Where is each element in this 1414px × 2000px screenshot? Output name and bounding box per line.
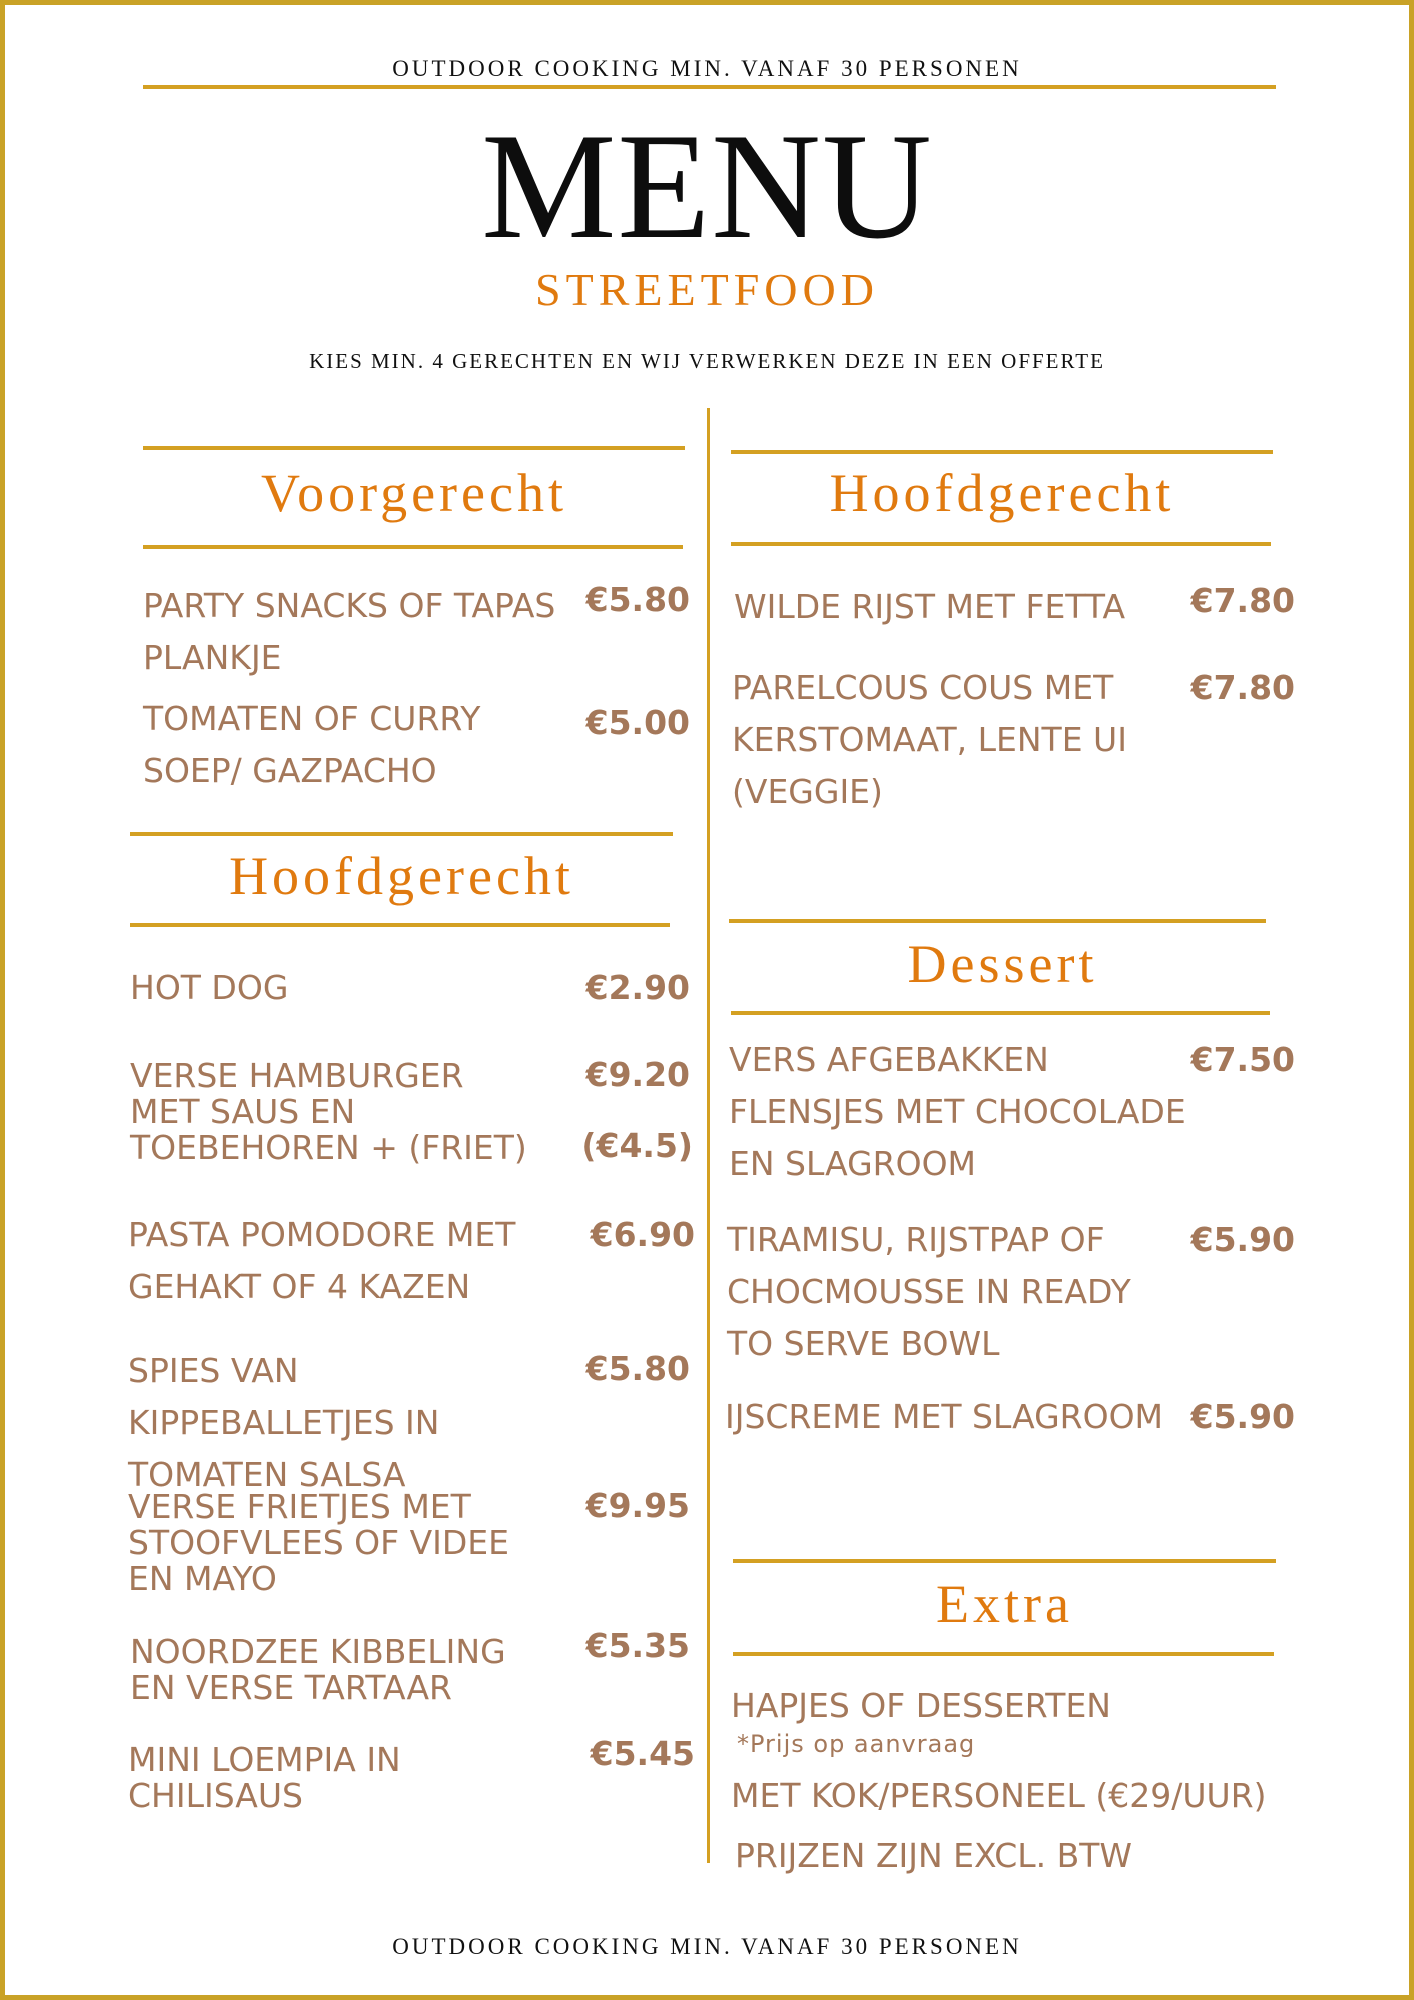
menu-item-name: VERS AFGEBAKKEN FLENSJES MET CHOCOLADE EN SLAGROOM bbox=[729, 1040, 1186, 1183]
menu-item-name: SPIES VAN KIPPEBALLETJES IN TOMATEN SALSA bbox=[128, 1351, 440, 1494]
column-divider bbox=[707, 408, 710, 1863]
hoofdgerecht-left-top-line bbox=[130, 832, 673, 836]
menu-item-name: PARTY SNACKS OF TAPAS PLANKJE bbox=[143, 586, 556, 677]
menu-item-price: €5.80 bbox=[585, 580, 690, 619]
menu-item-price: €7.50 bbox=[1190, 1040, 1295, 1079]
menu-item-price: €2.90 bbox=[585, 968, 690, 1007]
extra-line: PRIJZEN ZIJN EXCL. BTW bbox=[735, 1836, 1133, 1875]
menu-item-name: MINI LOEMPIA IN CHILISAUS bbox=[128, 1740, 401, 1815]
dessert-top-line bbox=[729, 919, 1266, 923]
menu-item-price: €9.20 bbox=[585, 1055, 690, 1094]
hoofdgerecht-right-heading: Hoofdgerecht bbox=[829, 463, 1175, 523]
menu-item-name: WILDE RIJST MET FETTA bbox=[734, 587, 1126, 626]
menu-item-price: €5.90 bbox=[1190, 1220, 1295, 1259]
top-banner: OUTDOOR COOKING MIN. VANAF 30 PERSONEN bbox=[392, 56, 1022, 81]
menu-item-name: TIRAMISU, RIJSTPAP OF CHOCMOUSSE IN READY TO SERVE BOWL bbox=[727, 1220, 1131, 1363]
page-title: MENU bbox=[481, 102, 933, 270]
bottom-banner: OUTDOOR COOKING MIN. VANAF 30 PERSONEN bbox=[392, 1934, 1022, 1959]
dessert-bottom-line bbox=[731, 1011, 1270, 1015]
extra-top-line bbox=[733, 1559, 1276, 1563]
extra-heading: Extra bbox=[936, 1574, 1073, 1634]
extra-bottom-line bbox=[733, 1652, 1274, 1656]
menu-item-price: €5.00 bbox=[585, 703, 690, 742]
menu-item-name: VERSE HAMBURGER MET SAUS EN TOEBEHOREN + (FRIET) bbox=[130, 1056, 527, 1167]
voorgerecht-top-line bbox=[143, 446, 685, 450]
menu-item-price: €5.80 bbox=[585, 1349, 690, 1388]
extra-line: MET KOK/PERSONEEL (€29/UUR) bbox=[731, 1776, 1267, 1815]
menu-item-price: €7.80 bbox=[1190, 581, 1295, 620]
menu-item-name: PASTA POMODORE MET GEHAKT OF 4 KAZEN bbox=[128, 1215, 516, 1306]
dessert-heading: Dessert bbox=[907, 934, 1098, 994]
voorgerecht-bottom-line bbox=[143, 545, 683, 549]
menu-item-price: €5.90 bbox=[1190, 1397, 1295, 1436]
selection-note: KIES MIN. 4 GERECHTEN EN WIJ VERWERKEN DEZE IN EEN OFFERTE bbox=[309, 349, 1105, 373]
menu-item-price: €6.90 bbox=[590, 1215, 695, 1254]
menu-item-name: VERSE FRIETJES MET STOOFVLEES OF VIDEE EN MAYO bbox=[128, 1487, 509, 1598]
extra-line: HAPJES OF DESSERTEN bbox=[731, 1686, 1111, 1725]
hoofdgerecht-right-bottom-line bbox=[731, 542, 1271, 546]
menu-item-name: HOT DOG bbox=[130, 968, 289, 1007]
menu-item-price: €5.35 bbox=[585, 1626, 690, 1665]
voorgerecht-heading: Voorgerecht bbox=[261, 463, 567, 523]
top-divider bbox=[143, 85, 1276, 89]
page-subtitle: STREETFOOD bbox=[535, 264, 879, 315]
menu-item-name: PARELCOUS COUS MET KERSTOMAAT, LENTE UI (VEGGIE) bbox=[732, 668, 1127, 811]
menu-item-price-extra: (€4.5) bbox=[581, 1126, 693, 1165]
menu-item-name: TOMATEN OF CURRY SOEP/ GAZPACHO bbox=[143, 699, 481, 790]
menu-item-price: €9.95 bbox=[585, 1486, 690, 1525]
price-on-request-note: *Prijs op aanvraag bbox=[737, 1730, 976, 1758]
hoofdgerecht-left-heading: Hoofdgerecht bbox=[229, 846, 574, 906]
menu-item-name: IJSCREME MET SLAGROOM bbox=[725, 1397, 1164, 1436]
menu-item-name: NOORDZEE KIBBELING EN VERSE TARTAAR bbox=[130, 1632, 506, 1707]
menu-item-price: €7.80 bbox=[1190, 668, 1295, 707]
menu-item-price: €5.45 bbox=[590, 1734, 695, 1773]
hoofdgerecht-right-top-line bbox=[731, 450, 1273, 454]
hoofdgerecht-left-bottom-line bbox=[130, 923, 670, 927]
